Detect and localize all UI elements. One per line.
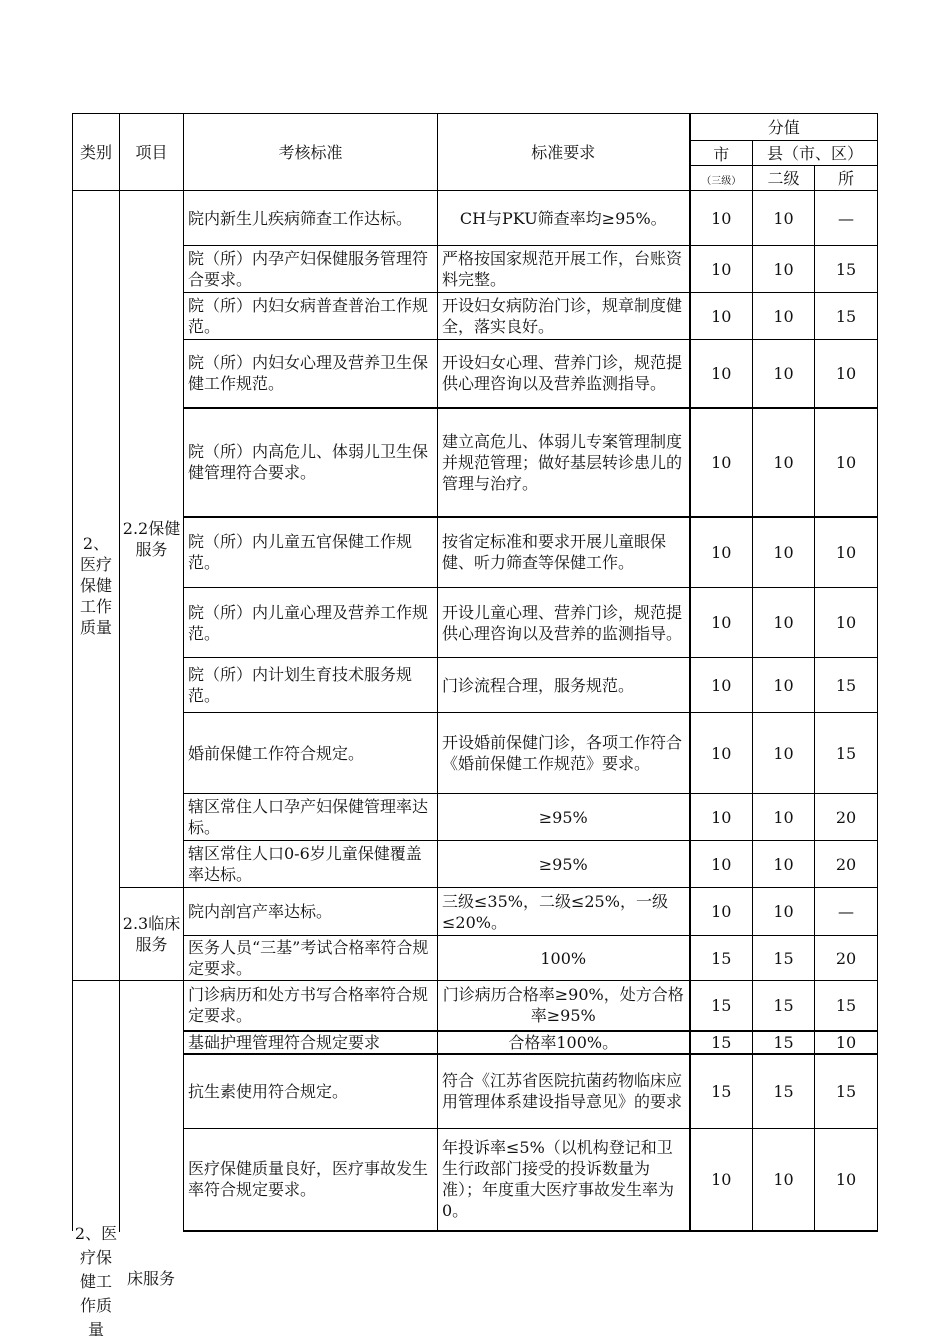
criteria-cell: 院内剖宫产率达标。 [184,888,438,936]
header-requirement: 标准要求 [438,114,690,191]
city-score: 10 [690,794,753,841]
county-level2-score: 10 [753,408,815,517]
item-cell: 2.3临床服务 [120,888,184,981]
criteria-cell: 门诊病历和处方书写合格率符合规定要求。 [184,981,438,1031]
continuation-item: 床服务 [126,1269,175,1288]
header-level2: 二级 [753,166,815,191]
requirement-cell: 门诊病历合格率≥90%，处方合格率≥95% [438,981,690,1031]
county-level2-score: 10 [753,340,815,408]
county-level2-score: 10 [753,293,815,340]
table-row [73,588,878,658]
criteria-cell: 婚前保健工作符合规定。 [184,713,438,794]
city-score: 10 [690,888,753,936]
requirement-cell: 三级≤35%，二级≤25%，一级≤20%。 [438,888,690,936]
station-score: 15 [815,246,878,293]
header-station: 所 [815,166,878,191]
city-score: 10 [690,191,753,246]
county-level2-score: 10 [753,588,815,658]
station-score: 15 [815,1054,878,1129]
county-level2-score: 10 [753,794,815,841]
requirement-cell: 按省定标准和要求开展儿童眼保健、听力筛查等保健工作。 [438,517,690,588]
requirement-cell: 符合《江苏省医院抗菌药物临床应用管理体系建设指导意见》的要求 [438,1054,690,1129]
criteria-cell: 院（所）内计划生育技术服务规范。 [184,658,438,713]
continuation-line-mid [119,1224,120,1232]
table-row [73,713,878,794]
assessment-table [72,113,878,1232]
criteria-cell: 院（所）内儿童五官保健工作规范。 [184,517,438,588]
city-score: 15 [690,981,753,1031]
city-score: 10 [690,517,753,588]
county-level2-score: 15 [753,981,815,1031]
city-score: 15 [690,1031,753,1054]
table-row [73,841,878,888]
station-score: 10 [815,1031,878,1054]
city-score: 10 [690,408,753,517]
table-row [73,191,878,246]
table-row [73,794,878,841]
city-score: 15 [690,936,753,981]
header-city: 市 [690,141,753,166]
county-level2-score: 10 [753,888,815,936]
requirement-cell: ≥95% [438,794,690,841]
table-row [73,340,878,408]
table-row [73,517,878,588]
header-item: 项目 [120,114,184,191]
criteria-cell: 辖区常住人口孕产妇保健管理率达标。 [184,794,438,841]
table-row [73,408,878,517]
requirement-cell: 100% [438,936,690,981]
table-row [73,293,878,340]
county-level2-score: 15 [753,936,815,981]
table-row [73,888,878,936]
header-criteria: 考核标准 [184,114,438,191]
city-score: 10 [690,841,753,888]
station-score: 10 [815,408,878,517]
criteria-cell: 辖区常住人口0-6岁儿童保健覆盖率达标。 [184,841,438,888]
table-row [73,936,878,981]
requirement-cell: ≥95% [438,841,690,888]
station-score: — [815,888,878,936]
station-score: 15 [815,713,878,794]
criteria-cell: 医疗保健质量良好，医疗事故发生率符合规定要求。 [184,1129,438,1231]
station-score: 10 [815,588,878,658]
table-row [73,1054,878,1129]
header-score: 分值 [690,114,878,141]
requirement-cell: 门诊流程合理，服务规范。 [438,658,690,713]
county-level2-score: 10 [753,1129,815,1231]
criteria-cell: 院（所）内妇女心理及营养卫生保健工作规范。 [184,340,438,408]
criteria-cell: 院内新生儿疾病筛查工作达标。 [184,191,438,246]
continuation-category: 2、医疗保健工作质量 [74,1224,118,1339]
city-score: 15 [690,1054,753,1129]
requirement-cell: 合格率100%。 [438,1031,690,1054]
requirement-cell: 开设妇女心理、营养门诊，规范提供心理咨询以及营养监测指导。 [438,340,690,408]
requirement-cell: 开设妇女病防治门诊，规章制度健全，落实良好。 [438,293,690,340]
table-row [73,658,878,713]
city-score: 10 [690,246,753,293]
county-level2-score: 15 [753,1054,815,1129]
station-score: 20 [815,794,878,841]
county-level2-score: 10 [753,191,815,246]
county-level2-score: 10 [753,841,815,888]
item-cell-continued [120,981,184,1231]
category-cell-continued [73,981,120,1231]
requirement-cell: 开设儿童心理、营养门诊，规范提供心理咨询以及营养的监测指导。 [438,588,690,658]
station-score: 10 [815,340,878,408]
station-score: 10 [815,517,878,588]
criteria-cell: 基础护理管理符合规定要求 [184,1031,438,1054]
station-score: 20 [815,936,878,981]
county-level2-score: 10 [753,713,815,794]
table-row [73,1129,878,1231]
requirement-cell: 严格按国家规范开展工作，台账资料完整。 [438,246,690,293]
city-score: 10 [690,1129,753,1231]
table-row [73,1031,878,1054]
station-score: 20 [815,841,878,888]
header-category: 类别 [73,114,120,191]
station-score: 15 [815,981,878,1031]
table-row [73,981,878,1031]
criteria-cell: 医务人员“三基”考试合格率符合规定要求。 [184,936,438,981]
city-score: 10 [690,658,753,713]
item-cell: 2.2保健服务 [120,191,184,888]
header-city-note: （三级） [690,166,753,191]
county-level2-score: 10 [753,658,815,713]
county-level2-score: 15 [753,1031,815,1054]
category-cell: 2、医疗保健工作质量 [73,191,120,981]
requirement-cell: 建立高危儿、体弱儿专案管理制度并规范管理；做好基层转诊患儿的管理与治疗。 [438,408,690,517]
header-county: 县（市、区） [753,141,878,166]
station-score: 15 [815,293,878,340]
criteria-cell: 院（所）内孕产妇保健服务管理符合要求。 [184,246,438,293]
city-score: 10 [690,293,753,340]
criteria-cell: 抗生素使用符合规定。 [184,1054,438,1129]
criteria-cell: 院（所）内儿童心理及营养工作规范。 [184,588,438,658]
city-score: 10 [690,340,753,408]
criteria-cell: 院（所）内妇女病普查普治工作规范。 [184,293,438,340]
county-level2-score: 10 [753,246,815,293]
criteria-cell: 院（所）内高危儿、体弱儿卫生保健管理符合要求。 [184,408,438,517]
table-row [73,246,878,293]
requirement-cell: 开设婚前保健门诊，各项工作符合《婚前保健工作规范》要求。 [438,713,690,794]
requirement-cell: CH与PKU筛查率均≥95%。 [438,191,690,246]
county-level2-score: 10 [753,517,815,588]
station-score: 15 [815,658,878,713]
station-score: 10 [815,1129,878,1231]
city-score: 10 [690,588,753,658]
station-score: — [815,191,878,246]
requirement-cell: 年投诉率≤5%（以机构登记和卫生行政部门接受的投诉数量为准）；年度重大医疗事故发生率为0。 [438,1129,690,1231]
city-score: 10 [690,713,753,794]
